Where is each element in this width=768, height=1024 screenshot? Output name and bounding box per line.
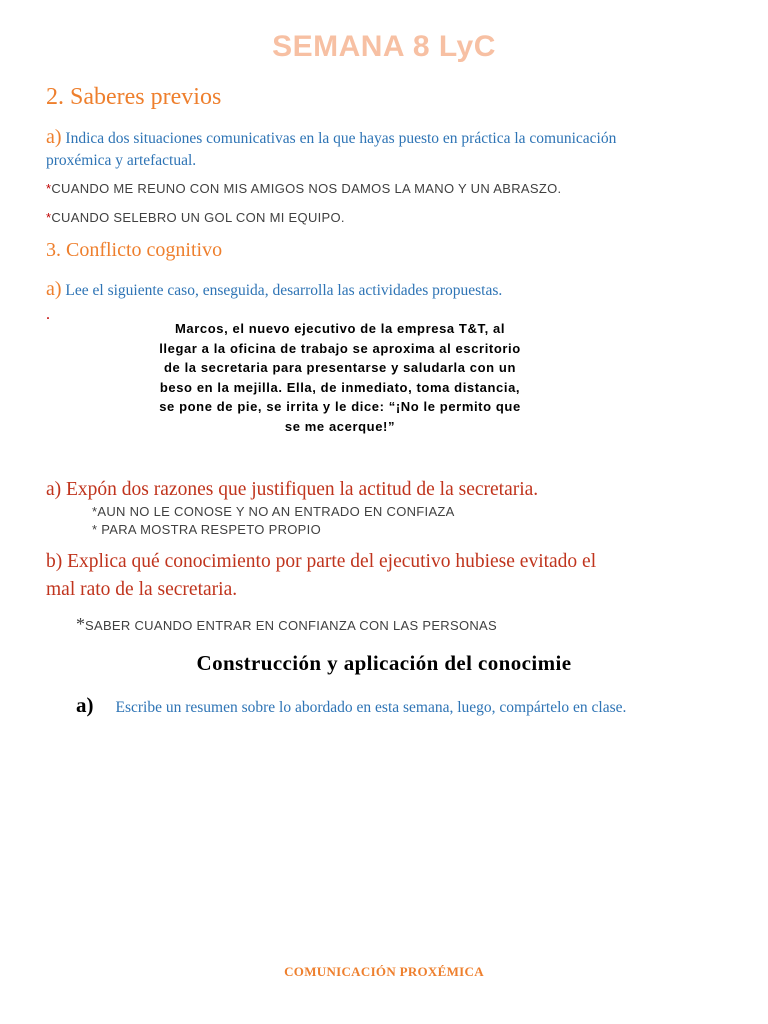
case-line: llegar a la oficina de trabajo se aproxima al escritorio xyxy=(159,340,521,356)
answer-text: CUANDO SELEBRO UN GOL CON MI EQUIPO. xyxy=(51,210,345,225)
answer-2 xyxy=(46,210,345,225)
answer-star: * xyxy=(76,614,85,634)
case-text xyxy=(120,319,560,436)
section-heading-conflicto-cognitivo: 3. Conflicto cognitivo xyxy=(46,239,223,261)
answer-text: CUANDO ME REUNO CON MIS AMIGOS NOS DAMOS LA MANO Y UN ABRASZO. xyxy=(51,181,562,196)
question-3b xyxy=(46,548,746,604)
reason-answer-1: *AUN NO LE CONOSE Y NO AN ENTRADO EN CONFIAZA xyxy=(92,504,455,519)
task-letter: a) xyxy=(76,693,94,717)
question-text: Lee el siguiente caso, enseguida, desarrolla las actividades propuestas. xyxy=(65,282,503,299)
task-text: Escribe un resumen sobre lo abordado en esta semana, luego, compártelo en clase. xyxy=(115,699,627,716)
reason-answer-2: * PARA MOSTRA RESPETO PROPIO xyxy=(92,522,321,537)
case-line: beso en la mejilla. Ella, de inmediato, toma distancia, xyxy=(159,379,521,395)
dot-mark: . xyxy=(46,306,50,323)
question-text: Indica dos situaciones comunicativas en la que hayas puesto en práctica la comunicación xyxy=(65,130,617,147)
case-line: de la secretaria para presentarse y saludarla con un xyxy=(163,360,517,375)
answer-star: * xyxy=(46,210,52,225)
answer-1 xyxy=(46,181,561,196)
case-line: se pone de pie, se irrita y le dice: “¡No le permito que xyxy=(159,399,521,414)
task-4a xyxy=(76,693,626,718)
section-heading-construccion: Construcción y aplicación del conocimie xyxy=(196,651,572,675)
case-line: se me acerque!” xyxy=(284,418,396,434)
question-3a xyxy=(46,278,746,302)
question-letter: a) xyxy=(46,278,62,300)
answer-text: SABER CUANDO ENTRAR EN CONFIANZA CON LAS PERSONAS xyxy=(85,618,497,633)
page-title: SEMANA 8 LyC xyxy=(272,30,496,63)
question-3a-reasons: a) Expón dos razones que justifiquen la actitud de la secretaria. xyxy=(46,479,539,500)
case-line: Marcos, el nuevo ejecutivo de la empresa T&T, al xyxy=(174,321,506,336)
answer-3b xyxy=(76,614,497,635)
page-footer: COMUNICACIÓN PROXÉMICA xyxy=(284,964,484,979)
question-2a xyxy=(46,126,746,172)
answer-star: * xyxy=(46,181,52,196)
question-letter: a) xyxy=(46,126,62,148)
question-3b-line: b) Explica qué conocimiento por parte del ejecutivo hubiese evitado el xyxy=(46,551,597,572)
section-heading-saberes-previos: 2. Saberes previos xyxy=(46,84,222,110)
question-text-cont: proxémica y artefactual. xyxy=(46,152,197,169)
question-3b-line: mal rato de la secretaria. xyxy=(46,579,238,600)
